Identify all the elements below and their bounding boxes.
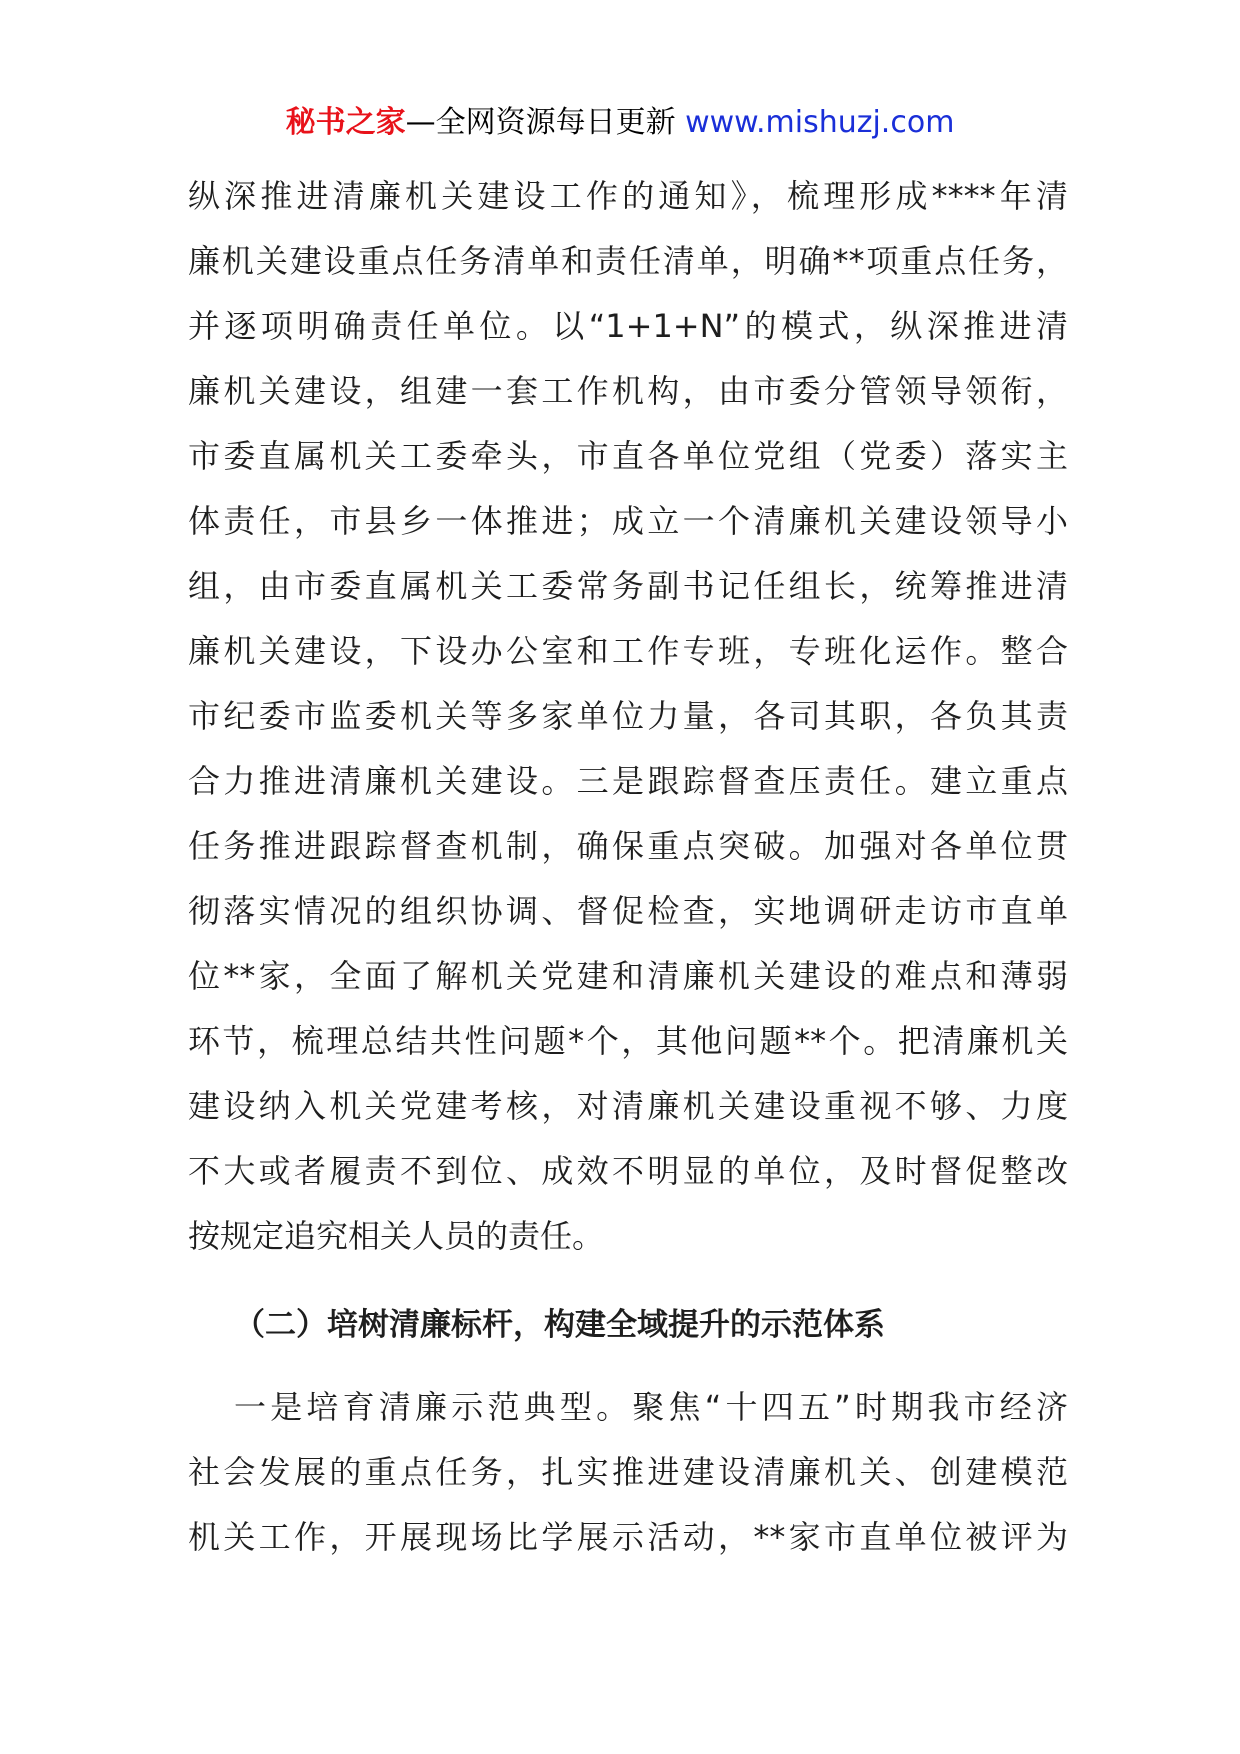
text-line: 合力推进清廉机关建设。三是跟踪督查压责任。建立重点 bbox=[188, 762, 1068, 800]
section-heading: （二）培树清廉标杆，构建全域提升的示范体系 bbox=[234, 1307, 885, 1343]
text-line: 市委直属机关工委牵头，市直各单位党组（党委）落实主 bbox=[188, 437, 1068, 475]
document-body bbox=[188, 164, 1068, 1570]
text-line: 一是培育清廉示范典型。聚焦“十四五”时期我市经济 bbox=[234, 1388, 1068, 1426]
text-line: 任务推进跟踪督查机制，确保重点突破。加强对各单位贯 bbox=[188, 827, 1068, 865]
paragraph-2 bbox=[188, 1375, 1068, 1570]
text-line: 廉机关建设，组建一套工作机构，由市委分管领导领衔， bbox=[188, 372, 1068, 410]
text-line: 位**家，全面了解机关党建和清廉机关建设的难点和薄弱 bbox=[188, 957, 1068, 995]
text-line: 建设纳入机关党建考核，对清廉机关建设重视不够、力度 bbox=[188, 1087, 1068, 1125]
site-header bbox=[0, 100, 1240, 146]
text-line: 市纪委市监委机关等多家单位力量，各司其职，各负其责 bbox=[188, 697, 1068, 735]
text-line: 纵深推进清廉机关建设工作的通知》，梳理形成****年清 bbox=[188, 177, 1068, 215]
text-line: 廉机关建设，下设办公室和工作专班，专班化运作。整合 bbox=[188, 632, 1068, 670]
paragraph-1 bbox=[188, 164, 1068, 1269]
text-line: 彻落实情况的组织协调、督促检查，实地调研走访市直单 bbox=[188, 892, 1068, 930]
text-line: 机关工作，开展现场比学展示活动，**家市直单位被评为 bbox=[188, 1518, 1068, 1556]
text-line: 廉机关建设重点任务清单和责任清单，明确**项重点任务， bbox=[188, 242, 1068, 280]
text-line: 不大或者履责不到位、成效不明显的单位，及时督促整改 bbox=[188, 1152, 1068, 1190]
text-line: 并逐项明确责任单位。以“1+1+N”的模式，纵深推进清 bbox=[188, 307, 1068, 345]
site-url[interactable]: www.mishuzj.com bbox=[675, 105, 955, 140]
spacer bbox=[188, 1359, 1068, 1375]
text-line: 组，由市委直属机关工委常务副书记任组长，统筹推进清 bbox=[188, 567, 1068, 605]
brand-name: 秘书之家 bbox=[285, 105, 406, 140]
text-line: 按规定追究相关人员的责任。 bbox=[188, 1217, 605, 1255]
header-tagline: —全网资源每日更新 bbox=[405, 105, 676, 140]
text-line: 环节，梳理总结共性问题*个，其他问题**个。把清廉机关 bbox=[188, 1022, 1068, 1060]
text-line: 社会发展的重点任务，扎实推进建设清廉机关、创建模范 bbox=[188, 1453, 1068, 1491]
text-line: 体责任，市县乡一体推进；成立一个清廉机关建设领导小 bbox=[188, 502, 1068, 540]
